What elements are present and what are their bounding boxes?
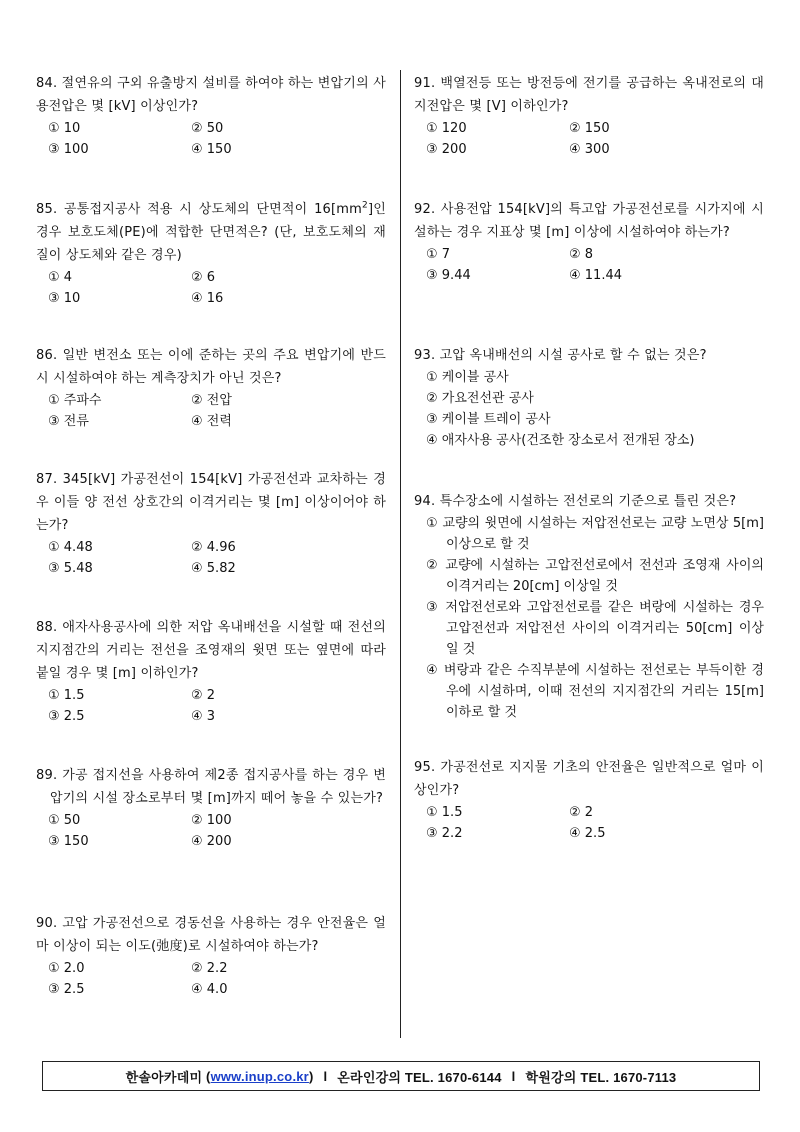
option-2[interactable]: ② 4.96	[191, 540, 236, 555]
option-3[interactable]: ③ 150	[48, 834, 89, 849]
option-4[interactable]: ④ 150	[191, 142, 232, 157]
option-4[interactable]: ④ 16	[191, 291, 224, 306]
question-stem: 87. 345[kV] 가공전선이 154[kV] 가공전선과 교차하는 경우 이들 양 전선 상호간의 이격거리는 몇 [m] 이상이어야 하는가?	[36, 472, 386, 533]
offline-phone: 학원강의 TEL. 1670-7113	[525, 1069, 677, 1085]
question-stem: 89. 가공 접지선을 사용하여 제2종 접지공사를 하는 경우 변압기의 시설 장소로부터 몇 [m]까지 떼어 놓을 수 있는가?	[36, 768, 386, 806]
question-stem	[36, 198, 386, 267]
option-3[interactable]: ③ 케이블 트레이 공사	[426, 412, 551, 427]
question-stem: 90. 고압 가공전선으로 경동선을 사용하는 경우 안전율은 얼마 이상이 되는 이도(弛度)로 시설하여야 하는가?	[36, 916, 386, 954]
options	[36, 685, 386, 727]
question-stem: 88. 애자사용공사에 의한 저압 옥내배선을 시설할 때 전선의 지지점간의 거리는 전선을 조영재의 윗면 또는 옆면에 따라 붙일 경우 몇 [m] 이하인가?	[36, 620, 386, 681]
option-4[interactable]: ④ 300	[569, 142, 610, 157]
option-4[interactable]: ④ 2.5	[569, 826, 606, 841]
option-1[interactable]: ① 7	[426, 247, 451, 262]
option-1[interactable]: ① 4.48	[48, 540, 93, 555]
option-2[interactable]: ② 2	[191, 688, 216, 703]
question-stem: 86. 일반 변전소 또는 이에 준하는 곳의 주요 변압기에 반드시 시설하여야 하는 계측장치가 아닌 것은?	[36, 348, 386, 386]
question-stem: 94. 특수장소에 시설하는 전선로의 기준으로 틀린 것은?	[414, 494, 737, 509]
option-4[interactable]: ④ 5.82	[191, 561, 236, 576]
option-2[interactable]: ② 8	[569, 247, 594, 262]
question-stem: 91. 백열전등 또는 방전등에 전기를 공급하는 옥내전로의 대지전압은 몇 [V] 이하인가?	[414, 76, 764, 114]
option-4[interactable]: ④ 200	[191, 834, 232, 849]
options	[414, 802, 764, 844]
option-2[interactable]: ② 2.2	[191, 961, 228, 976]
academy-link[interactable]: www.inup.co.kr	[210, 1068, 309, 1084]
option-3[interactable]: ③ 2.2	[426, 826, 463, 841]
option-3[interactable]: ③ 2.5	[48, 709, 85, 724]
option-2[interactable]: ② 가요전선관 공사	[426, 391, 534, 406]
question-stem: 84. 절연유의 구외 유출방지 설비를 하여야 하는 변압기의 사용전압은 몇 [kV] 이상인가?	[36, 76, 386, 114]
question-stem: 95. 가공전선로 지지물 기초의 안전율은 일반적으로 얼마 이상인가?	[414, 760, 764, 798]
option-1[interactable]: ① 1.5	[48, 688, 85, 703]
stem-part: 85. 공통접지공사 적용 시 상도체의 단면적이 16[mm	[36, 202, 363, 217]
options	[414, 244, 764, 286]
option-2[interactable]: ② 2	[569, 805, 594, 820]
footer-bar: 한솔아카데미 ( www.inup.co.kr ) l 온라인강의 TEL. 1670-6144 l 학원강의 TEL. 1670-7113	[42, 1061, 760, 1091]
option-2[interactable]: ② 150	[569, 121, 610, 136]
separator: l	[511, 1068, 516, 1084]
option-1[interactable]: ① 교량의 윗면에 시설하는 저압전선로는 교량 노면상 5[m] 이상으로 할 것	[426, 516, 764, 552]
question-95	[414, 756, 764, 844]
option-3[interactable]: ③ 100	[48, 142, 89, 157]
option-2[interactable]: ② 100	[191, 813, 232, 828]
question-86	[36, 344, 386, 432]
option-3[interactable]: ③ 2.5	[48, 982, 85, 997]
academy-name: 한솔아카데미	[125, 1069, 203, 1085]
option-1[interactable]: ① 주파수	[48, 393, 102, 408]
question-92	[414, 198, 764, 286]
options	[36, 118, 386, 160]
option-3[interactable]: ③ 200	[426, 142, 467, 157]
options	[36, 390, 386, 432]
option-3[interactable]: ③ 전류	[48, 414, 89, 429]
question-90	[36, 912, 386, 1000]
option-4[interactable]: ④ 4.0	[191, 982, 228, 997]
option-1[interactable]: ① 케이블 공사	[426, 370, 509, 385]
question-stem: 93. 고압 옥내배선의 시설 공사로 할 수 없는 것은?	[414, 348, 707, 363]
option-4[interactable]: ④ 애자사용 공사(건조한 장소로서 전개된 장소)	[426, 433, 695, 448]
option-3[interactable]: ③ 9.44	[426, 268, 471, 283]
option-4[interactable]: ④ 3	[191, 709, 216, 724]
question-88	[36, 616, 386, 727]
option-1[interactable]: ① 1.5	[426, 805, 463, 820]
question-85	[36, 198, 386, 309]
option-3[interactable]: ③ 5.48	[48, 561, 93, 576]
option-3[interactable]: ③ 저압전선로와 고압전선로를 같은 벼랑에 시설하는 경우 고압전선과 저압전선 사이의 이격거리는 50[cm] 이상일 것	[426, 600, 764, 657]
options	[36, 810, 386, 852]
online-phone: 온라인강의 TEL. 1670-6144	[337, 1069, 502, 1085]
question-91	[414, 72, 764, 160]
option-1[interactable]: ① 50	[48, 813, 81, 828]
options	[414, 513, 764, 723]
option-1[interactable]: ① 10	[48, 121, 81, 136]
option-4[interactable]: ④ 벼랑과 같은 수직부분에 시설하는 전선로는 부득이한 경우에 시설하며, 이때 전선의 지지점간의 거리는 15[m] 이하로 할 것	[426, 663, 764, 720]
column-divider	[400, 70, 401, 1038]
option-3[interactable]: ③ 10	[48, 291, 81, 306]
separator: l	[323, 1068, 328, 1084]
options	[414, 367, 764, 451]
superscript: 2	[362, 200, 368, 211]
option-1[interactable]: ① 120	[426, 121, 467, 136]
question-93	[414, 344, 764, 451]
options	[36, 267, 386, 309]
question-89	[36, 764, 386, 852]
options	[36, 958, 386, 1000]
option-2[interactable]: ② 교량에 시설하는 고압전선로에서 전선과 조영재 사이의 이격거리는 20[cm] 이상일 것	[426, 558, 764, 594]
stem-part: ]인 경우 보호도체(PE)에 적합한 단면적은? (단, 보호도체의 재질이 상도체와 같은 경우)	[36, 202, 386, 263]
option-4[interactable]: ④ 전력	[191, 414, 232, 429]
options	[414, 118, 764, 160]
question-stem: 92. 사용전압 154[kV]의 특고압 가공전선로를 시가지에 시설하는 경우 지표상 몇 [m] 이상에 시설하여야 하는가?	[414, 202, 764, 240]
option-1[interactable]: ① 4	[48, 270, 73, 285]
option-2[interactable]: ② 50	[191, 121, 224, 136]
option-2[interactable]: ② 전압	[191, 393, 232, 408]
question-94	[414, 490, 764, 723]
option-2[interactable]: ② 6	[191, 270, 216, 285]
option-4[interactable]: ④ 11.44	[569, 268, 623, 283]
question-84	[36, 72, 386, 160]
question-87	[36, 468, 386, 579]
option-1[interactable]: ① 2.0	[48, 961, 85, 976]
options	[36, 537, 386, 579]
